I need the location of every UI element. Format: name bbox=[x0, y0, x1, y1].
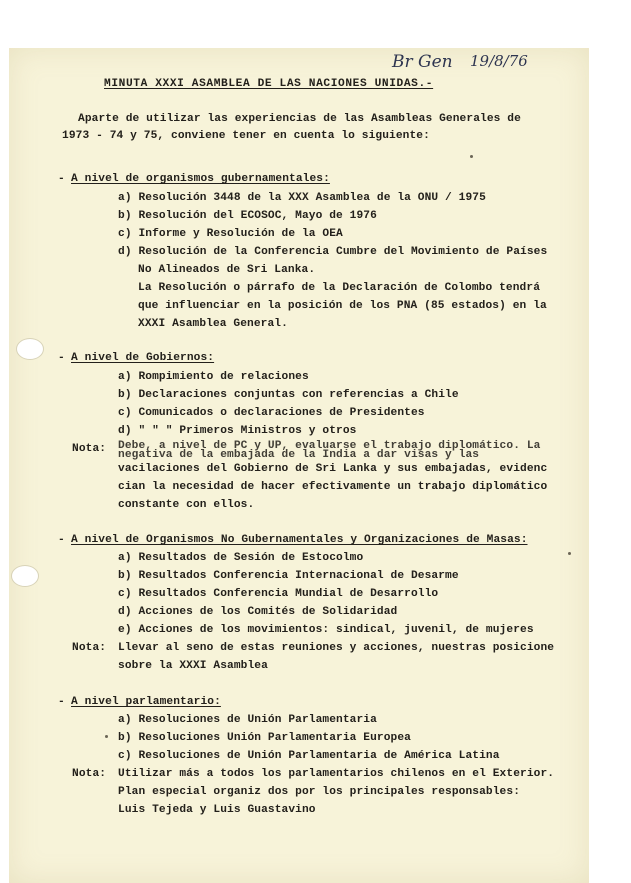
list-item: a) Resolución 3448 de la XXX Asamblea de la ONU / 1975 bbox=[118, 192, 486, 204]
punch-hole-top bbox=[16, 338, 44, 360]
list-item: b) Resoluciones Unión Parlamentaria Europea bbox=[118, 732, 411, 744]
list-item: d) Acciones de los Comités de Solidaridad bbox=[118, 606, 398, 618]
note-line: sobre la XXXI Asamblea bbox=[118, 660, 268, 672]
section-heading: A nivel de Gobiernos: bbox=[71, 352, 215, 364]
section-dash: - bbox=[58, 534, 65, 546]
note-line: vacilaciones del Gobierno de Sri Lanka y sus embajadas, evidenc bbox=[118, 463, 548, 475]
section-heading: A nivel de organismos gubernamentales: bbox=[71, 173, 330, 185]
punch-hole-bottom bbox=[11, 565, 39, 587]
list-item: a) Rompimiento de relaciones bbox=[118, 371, 309, 383]
note-line: Plan especial organiz dos por los principales responsables: bbox=[118, 786, 521, 798]
section-dash: - bbox=[58, 352, 65, 364]
list-item: c) Informe y Resolución de la OEA bbox=[118, 228, 343, 240]
list-item: e) Acciones de los movimientos: sindical, juvenil, de mujeres bbox=[118, 624, 534, 636]
note-line: Utilizar más a todos los parlamentarios chilenos en el Exterior. bbox=[118, 768, 555, 780]
section-dash: - bbox=[58, 696, 65, 708]
intro-line: 1973 - 74 y 75, conviene tener en cuenta lo siguiente: bbox=[62, 130, 430, 142]
note-label: Nota: bbox=[72, 768, 107, 780]
list-item-continuation: XXXI Asamblea General. bbox=[138, 318, 288, 330]
list-item: d) Resolución de la Conferencia Cumbre del Movimiento de Países bbox=[118, 246, 548, 258]
list-item: b) Resolución del ECOSOC, Mayo de 1976 bbox=[118, 210, 377, 222]
paper-speck bbox=[568, 552, 571, 555]
note-label: Nota: bbox=[72, 642, 107, 654]
list-item: a) Resoluciones de Unión Parlamentaria bbox=[118, 714, 377, 726]
list-item: c) Resoluciones de Unión Parlamentaria de América Latina bbox=[118, 750, 500, 762]
section-dash: - bbox=[58, 173, 65, 185]
section-heading: A nivel parlamentario: bbox=[71, 696, 221, 708]
list-item-continuation: La Resolución o párrafo de la Declaración de Colombo tendrá bbox=[138, 282, 541, 294]
document-title: MINUTA XXXI ASAMBLEA DE LAS NACIONES UNIDAS.- bbox=[104, 78, 434, 90]
note-overlapped-line: Debe, a nivel de PC y UP, evaluarse el trabajo diplomático. La bbox=[118, 440, 541, 452]
note-line: constante con ellos. bbox=[118, 499, 255, 511]
list-item: c) Comunicados o declaraciones de Presidentes bbox=[118, 407, 425, 419]
handwritten-date: 19/8/76 bbox=[470, 52, 528, 70]
note-line: Luis Tejeda y Luis Guastavino bbox=[118, 804, 316, 816]
list-item: a) Resultados de Sesión de Estocolmo bbox=[118, 552, 364, 564]
list-item: b) Declaraciones conjuntas con referencias a Chile bbox=[118, 389, 459, 401]
list-item-continuation: No Alineados de Sri Lanka. bbox=[138, 264, 316, 276]
paper-speck bbox=[105, 735, 108, 738]
section-heading: A nivel de Organismos No Gubernamentales y Organizaciones de Masas: bbox=[71, 534, 528, 546]
list-item: c) Resultados Conferencia Mundial de Desarrollo bbox=[118, 588, 439, 600]
list-item: b) Resultados Conferencia Internacional de Desarme bbox=[118, 570, 459, 582]
paper-speck bbox=[470, 155, 473, 158]
intro-line: Aparte de utilizar las experiencias de las Asambleas Generales de bbox=[78, 113, 521, 125]
note-line: Llevar al seno de estas reuniones y acciones, nuestras posicione bbox=[118, 642, 555, 654]
note-label: Nota: bbox=[72, 443, 107, 455]
handwritten-note: Br Gen bbox=[392, 52, 453, 72]
list-item-continuation: que influenciar en la posición de los PNA (85 estados) en la bbox=[138, 300, 547, 312]
note-overlapped-line: negativa de la embajada de la India a dar visas y las bbox=[118, 449, 480, 461]
note-line: cian la necesidad de hacer efectivamente un trabajo diplomático bbox=[118, 481, 548, 493]
list-item: d) " " " Primeros Ministros y otros bbox=[118, 425, 357, 437]
